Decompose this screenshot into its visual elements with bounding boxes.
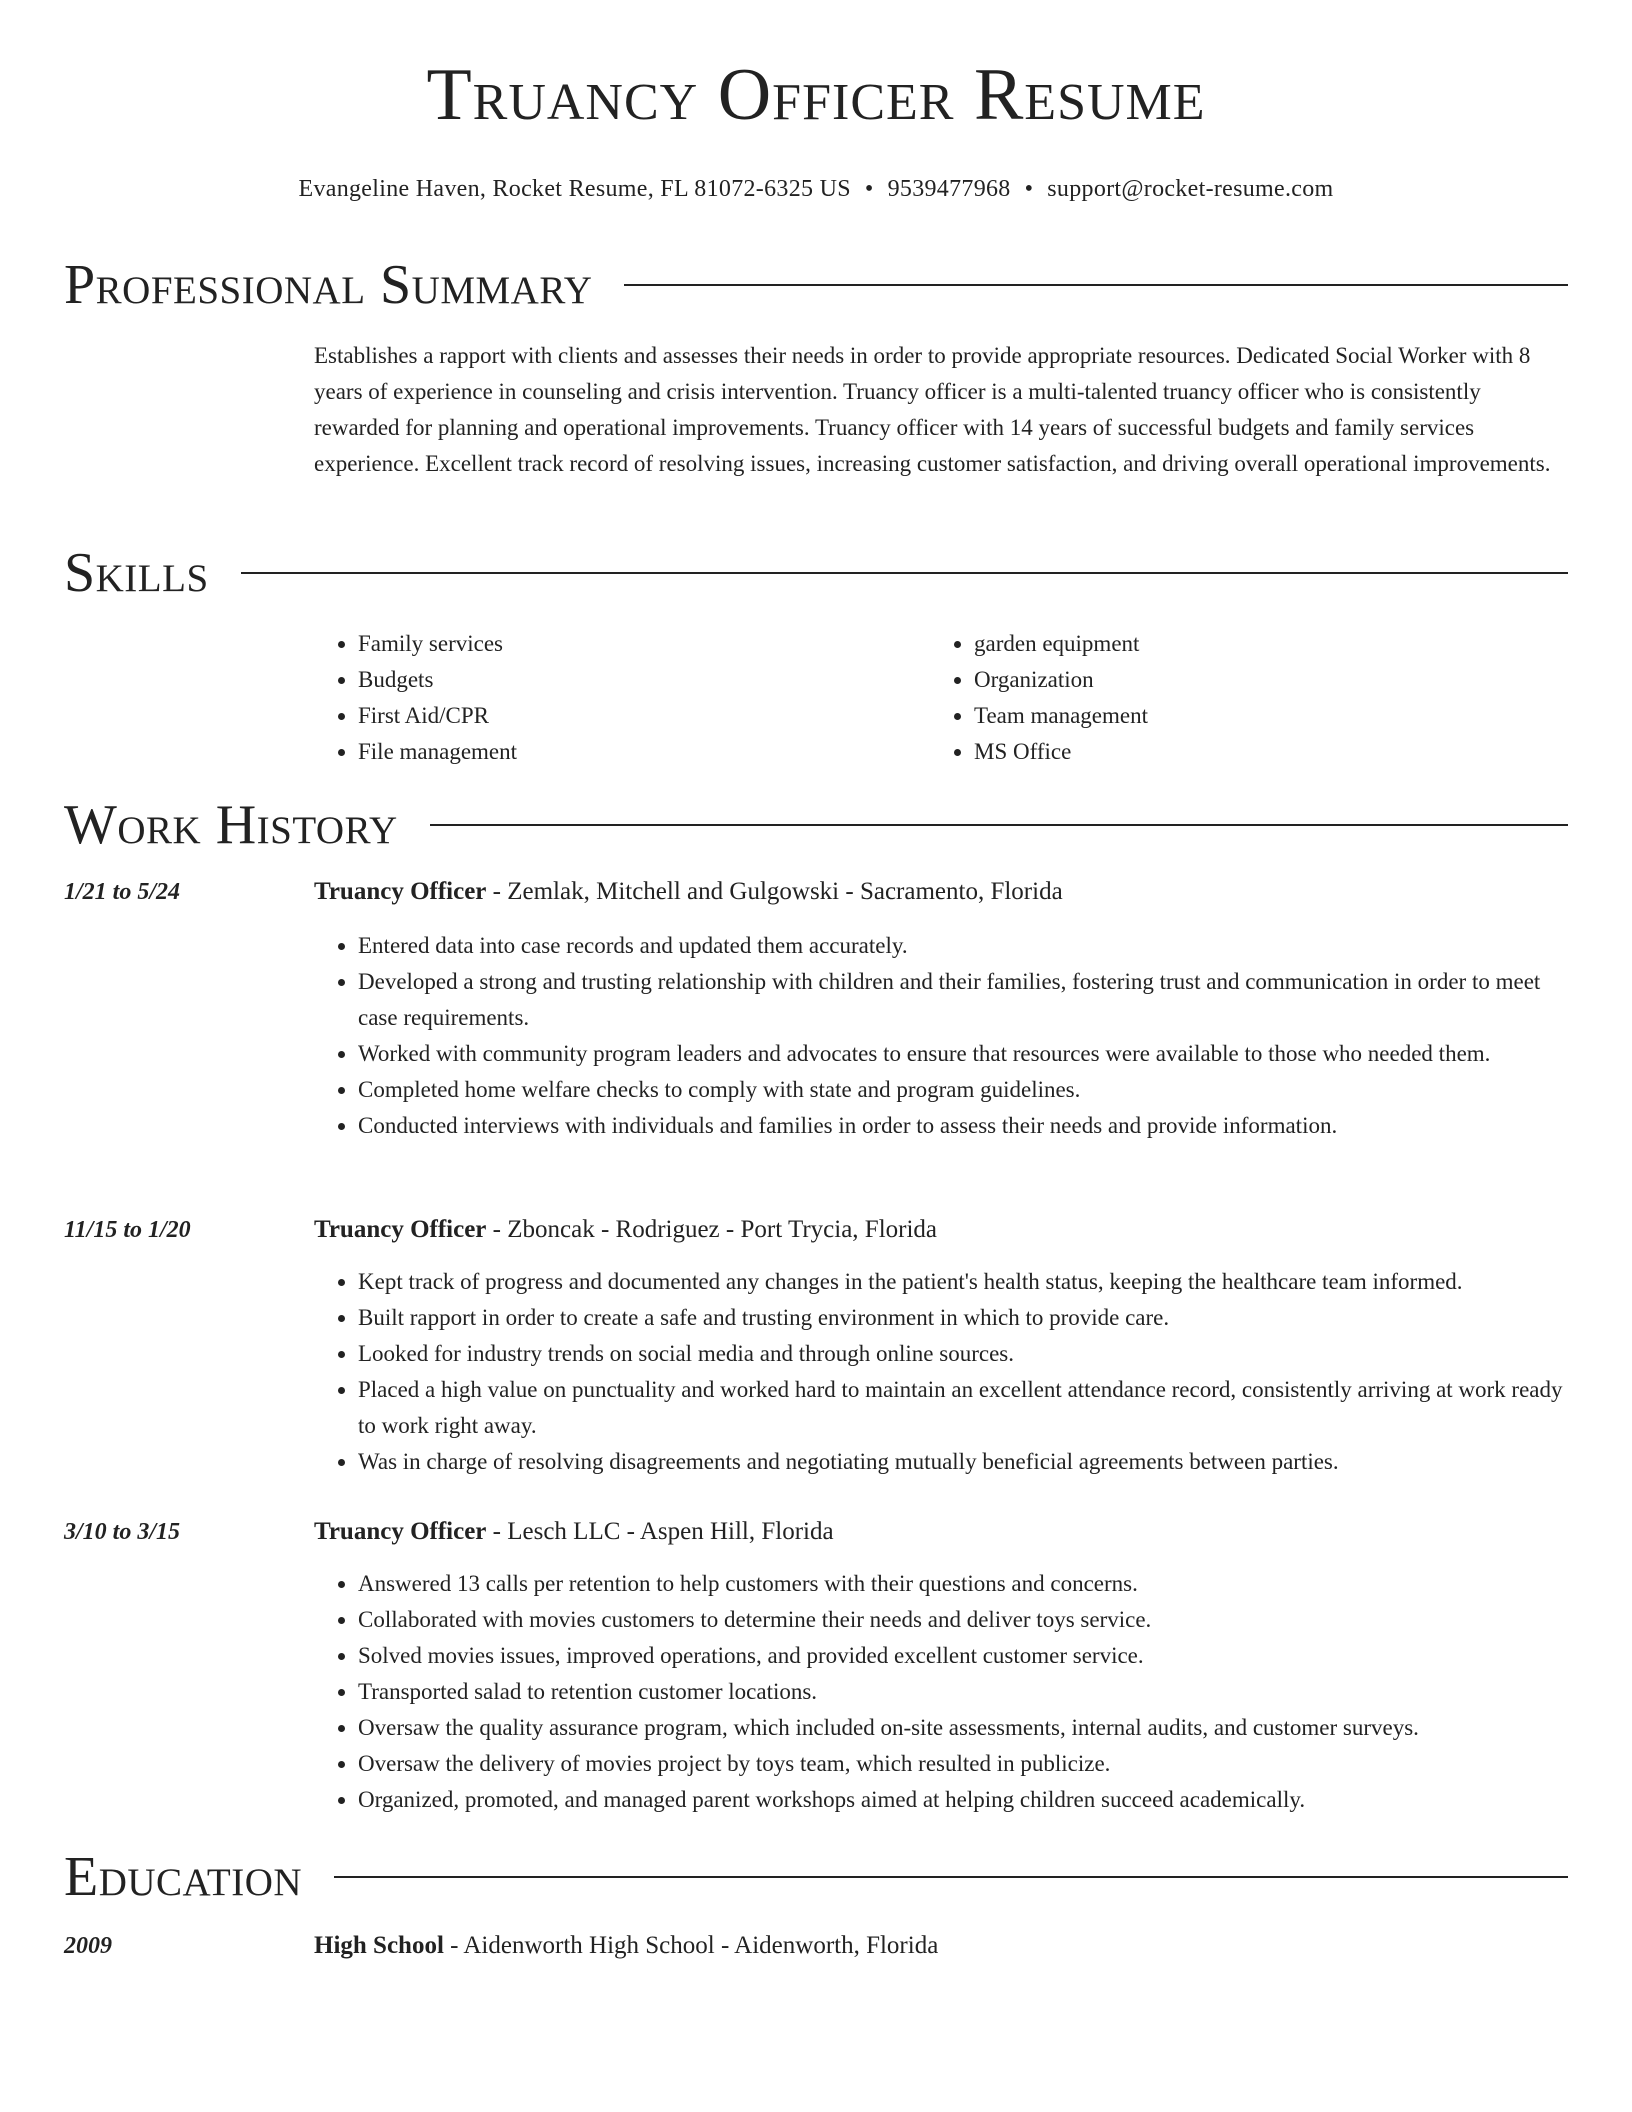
resume-title: Truancy Officer Resume: [426, 54, 1206, 136]
education-section-header: [64, 1842, 1568, 1912]
job-bullet: • Solved movies issues, improved operations, and provided excellent customer service.: [358, 1638, 1568, 1674]
job-role: [314, 874, 1063, 910]
job-bullet: • Completed home welfare checks to comply with state and program guidelines.: [358, 1072, 1568, 1108]
education-heading: Education: [64, 1842, 334, 1912]
job-bullet: • Looked for industry trends on social media and through online sources.: [358, 1336, 1568, 1372]
skill-item: • First Aid/CPR: [358, 698, 517, 734]
skills-heading: Skills: [64, 538, 241, 608]
skill-item: • Organization: [974, 662, 1148, 698]
job-bullet: • Entered data into case records and updated them accurately.: [358, 928, 1568, 964]
job-bullet: • Was in charge of resolving disagreements and negotiating mutually beneficial agreements between parties.: [358, 1444, 1568, 1480]
job-bullet: • Developed a strong and trusting relationship with children and their families, fostering trust and communication in order to meet case requirements.: [358, 964, 1568, 1036]
skills-section-header: [64, 538, 1568, 608]
summary-section-header: [64, 250, 1568, 320]
job-details: - Zboncak - Rodriguez - Port Trycia, Florida: [486, 1216, 938, 1243]
job-bullet: • Answered 13 calls per retention to help customers with their questions and concerns.: [358, 1566, 1568, 1602]
skill-item: • MS Office: [974, 734, 1148, 770]
contact-separator: •: [1024, 176, 1034, 202]
job-bullets: [314, 1264, 1568, 1480]
education-role: [314, 1928, 938, 1964]
contact-separator: •: [864, 176, 874, 202]
summary-heading: Professional Summary: [64, 250, 624, 320]
job-bullet: • Oversaw the quality assurance program, which included on-site assessments, internal audits, and customer surveys.: [358, 1710, 1568, 1746]
job-bullet: • Collaborated with movies customers to determine their needs and deliver toys service.: [358, 1602, 1568, 1638]
summary-text: Establishes a rapport with clients and assesses their needs in order to provide appropriate resources. Dedicated Social Worker with 8 years of experience in counseling and crisis intervention. Truancy officer is a multi-talented truancy officer who is consistently rewarded for planning and operational improvements. Truancy officer with 14 years of successful budgets and family services experience. Excellent track record of resolving issues, increasing customer satisfaction, and driving overall operational improvements.: [314, 343, 1551, 476]
work-heading: Work History: [64, 790, 430, 860]
job-bullet: • Conducted interviews with individuals and families in order to assess their needs and provide information.: [358, 1108, 1568, 1144]
job-title: Truancy Officer: [314, 878, 487, 905]
job-dates: 3/10 to 3/15: [64, 1519, 181, 1545]
skill-item: • Family services: [358, 626, 517, 662]
contact-email[interactable]: support@rocket-resume.com: [1047, 176, 1334, 202]
education-degree: High School: [314, 1932, 444, 1959]
job-bullets: [314, 1566, 1568, 1818]
education-dates: 2009: [64, 1933, 112, 1959]
contact-phone: 9539477968: [887, 176, 1011, 202]
job-bullet: • Oversaw the delivery of movies project by toys team, which resulted in publicize.: [358, 1746, 1568, 1782]
job-bullet: • Transported salad to retention customer locations.: [358, 1674, 1568, 1710]
job-role: [314, 1514, 834, 1550]
job-details: - Lesch LLC - Aspen Hill, Florida: [486, 1518, 834, 1545]
job-role: [314, 1212, 937, 1248]
job-dates: 11/15 to 1/20: [64, 1217, 191, 1243]
job-bullet: • Built rapport in order to create a safe and trusting environment in which to provide care.: [358, 1300, 1568, 1336]
job-title: Truancy Officer: [314, 1518, 487, 1545]
contact-line: [0, 176, 1632, 203]
job-bullet: • Kept track of progress and documented any changes in the patient's health status, keeping the healthcare team informed.: [358, 1264, 1568, 1300]
work-section-header: [64, 790, 1568, 860]
skill-item: • garden equipment: [974, 626, 1148, 662]
job-bullet: • Placed a high value on punctuality and worked hard to maintain an excellent attendance record, consistently arriving at work ready to work right away.: [358, 1372, 1568, 1444]
skill-item: • Budgets: [358, 662, 517, 698]
job-bullet: • Organized, promoted, and managed parent workshops aimed at helping children succeed academically.: [358, 1782, 1568, 1818]
skill-item: • File management: [358, 734, 517, 770]
skills-column-2: [930, 626, 1148, 770]
education-details: - Aidenworth High School - Aidenworth, Florida: [443, 1932, 939, 1959]
job-details: - Zemlak, Mitchell and Gulgowski - Sacramento, Florida: [486, 878, 1063, 905]
job-bullet: • Worked with community program leaders and advocates to ensure that resources were available to those who needed them.: [358, 1036, 1568, 1072]
job-dates: 1/21 to 5/24: [64, 879, 181, 905]
skill-item: • Team management: [974, 698, 1148, 734]
skills-list: [314, 626, 1568, 776]
job-title: Truancy Officer: [314, 1216, 487, 1243]
section-rule: [64, 572, 1568, 574]
contact-address: Evangeline Haven, Rocket Resume, FL 81072-6325 US: [298, 176, 851, 202]
skills-column-1: [314, 626, 517, 770]
job-bullets: [314, 928, 1568, 1144]
